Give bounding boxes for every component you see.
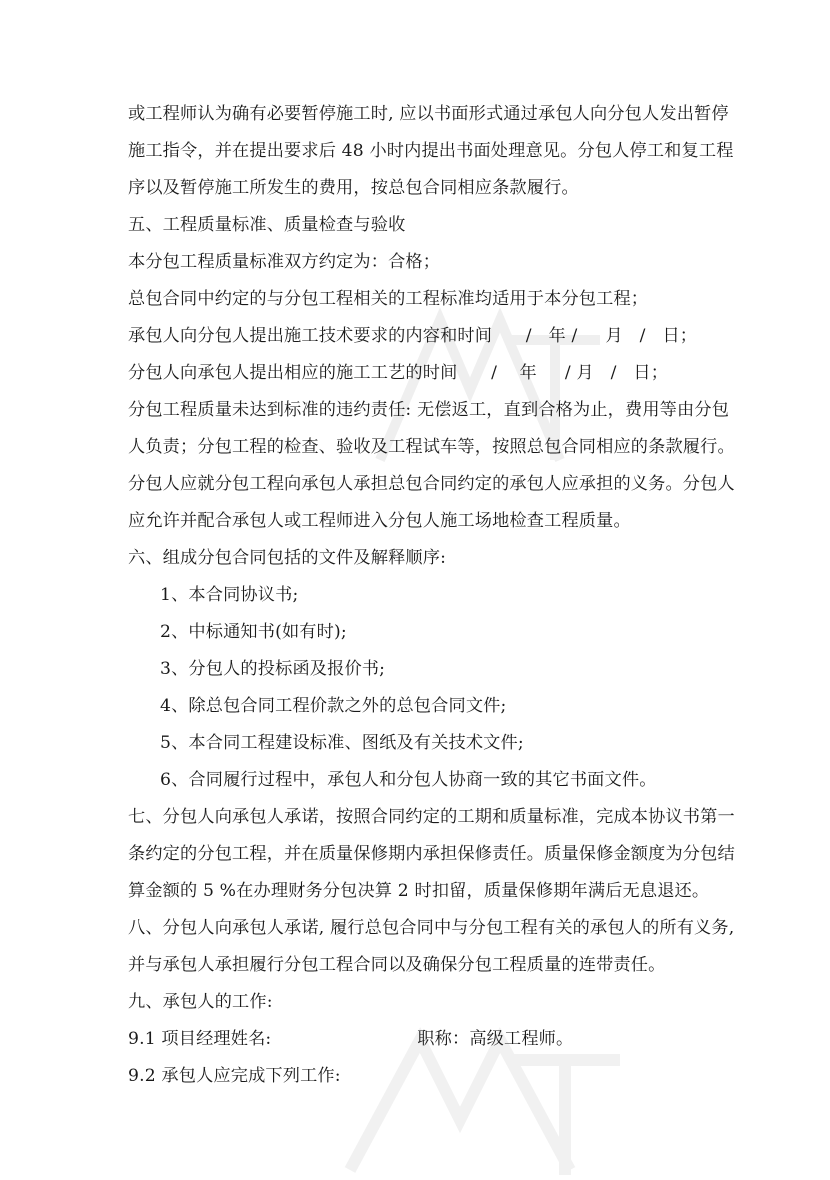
list-item: 1、本合同协议书; [160, 585, 299, 605]
paragraph-line: 并与承包人承担履行分包工程合同以及确保分包工程质量的连带责任。 [128, 955, 666, 975]
list-item: 6、合同履行过程中，承包人和分包人协商一致的其它书面文件。 [160, 770, 657, 790]
paragraph-line: 或工程师认为确有必要暂停施工时, 应以书面形式通过承包人向分包人发出暂停 [128, 104, 729, 124]
paragraph-line: 算金额的 5 %在办理财务分包决算 2 时扣留，质量保修期年满后无息退还。 [128, 881, 710, 901]
project-manager-line: 9.1 项目经理姓名: 职称：高级工程师。 [128, 1029, 574, 1049]
paragraph-line: 分包工程质量未达到标准的违约责任: 无偿返工，直到合格为止，费用等由分包 [128, 400, 730, 420]
list-item: 4、除总包合同工程价款之外的总包合同文件; [160, 696, 507, 716]
section-heading-7: 七、分包人向承包人承诺，按照合同约定的工期和质量标准，完成本协议书第一 [128, 807, 735, 827]
section-heading-8: 八、分包人向承包人承诺, 履行总包合同中与分包工程有关的承包人的所有义务, [128, 918, 735, 938]
section-heading-6: 六、组成分包合同包括的文件及解释顺序: [128, 548, 447, 568]
section-heading-9: 九、承包人的工作: [128, 992, 273, 1012]
section-heading-5: 五、工程质量标准、质量检查与验收 [128, 215, 406, 235]
list-item: 5、本合同工程建设标准、图纸及有关技术文件; [160, 733, 524, 753]
date-field-line: 承包人向分包人提出施工技术要求的内容和时间 / 年 / 月 / 日； [128, 326, 698, 346]
paragraph-line: 人负责；分包工程的检查、验收及工程试车等，按照总包合同相应的条款履行。 [128, 437, 735, 457]
list-item: 2、中标通知书(如有时); [160, 622, 347, 642]
paragraph-line: 本分包工程质量标准双方约定为：合格； [128, 252, 441, 272]
paragraph-line: 总包合同中约定的与分包工程相关的工程标准均适用于本分包工程； [128, 289, 649, 309]
paragraph-line: 9.2 承包人应完成下列工作: [128, 1066, 341, 1086]
paragraph-line: 施工指令，并在提出要求后 48 小时内提出书面处理意见。分包人停工和复工程 [128, 141, 734, 161]
paragraph-line: 条约定的分包工程，并在质量保修期内承担保修责任。质量保修金额度为分包结 [128, 844, 735, 864]
paragraph-line: 分包人应就分包工程向承包人承担总包合同约定的承包人应承担的义务。分包人 [128, 474, 735, 494]
list-item: 3、分包人的投标函及报价书; [160, 659, 386, 679]
paragraph-line: 应允许并配合承包人或工程师进入分包人施工场地检查工程质量。 [128, 511, 631, 531]
date-field-line: 分包人向承包人提出相应的施工工艺的时间 / 年 / 月 / 日； [128, 363, 669, 383]
document-body [128, 104, 735, 1103]
paragraph-line: 序以及暂停施工所发生的费用，按总包合同相应条款履行。 [128, 178, 579, 198]
